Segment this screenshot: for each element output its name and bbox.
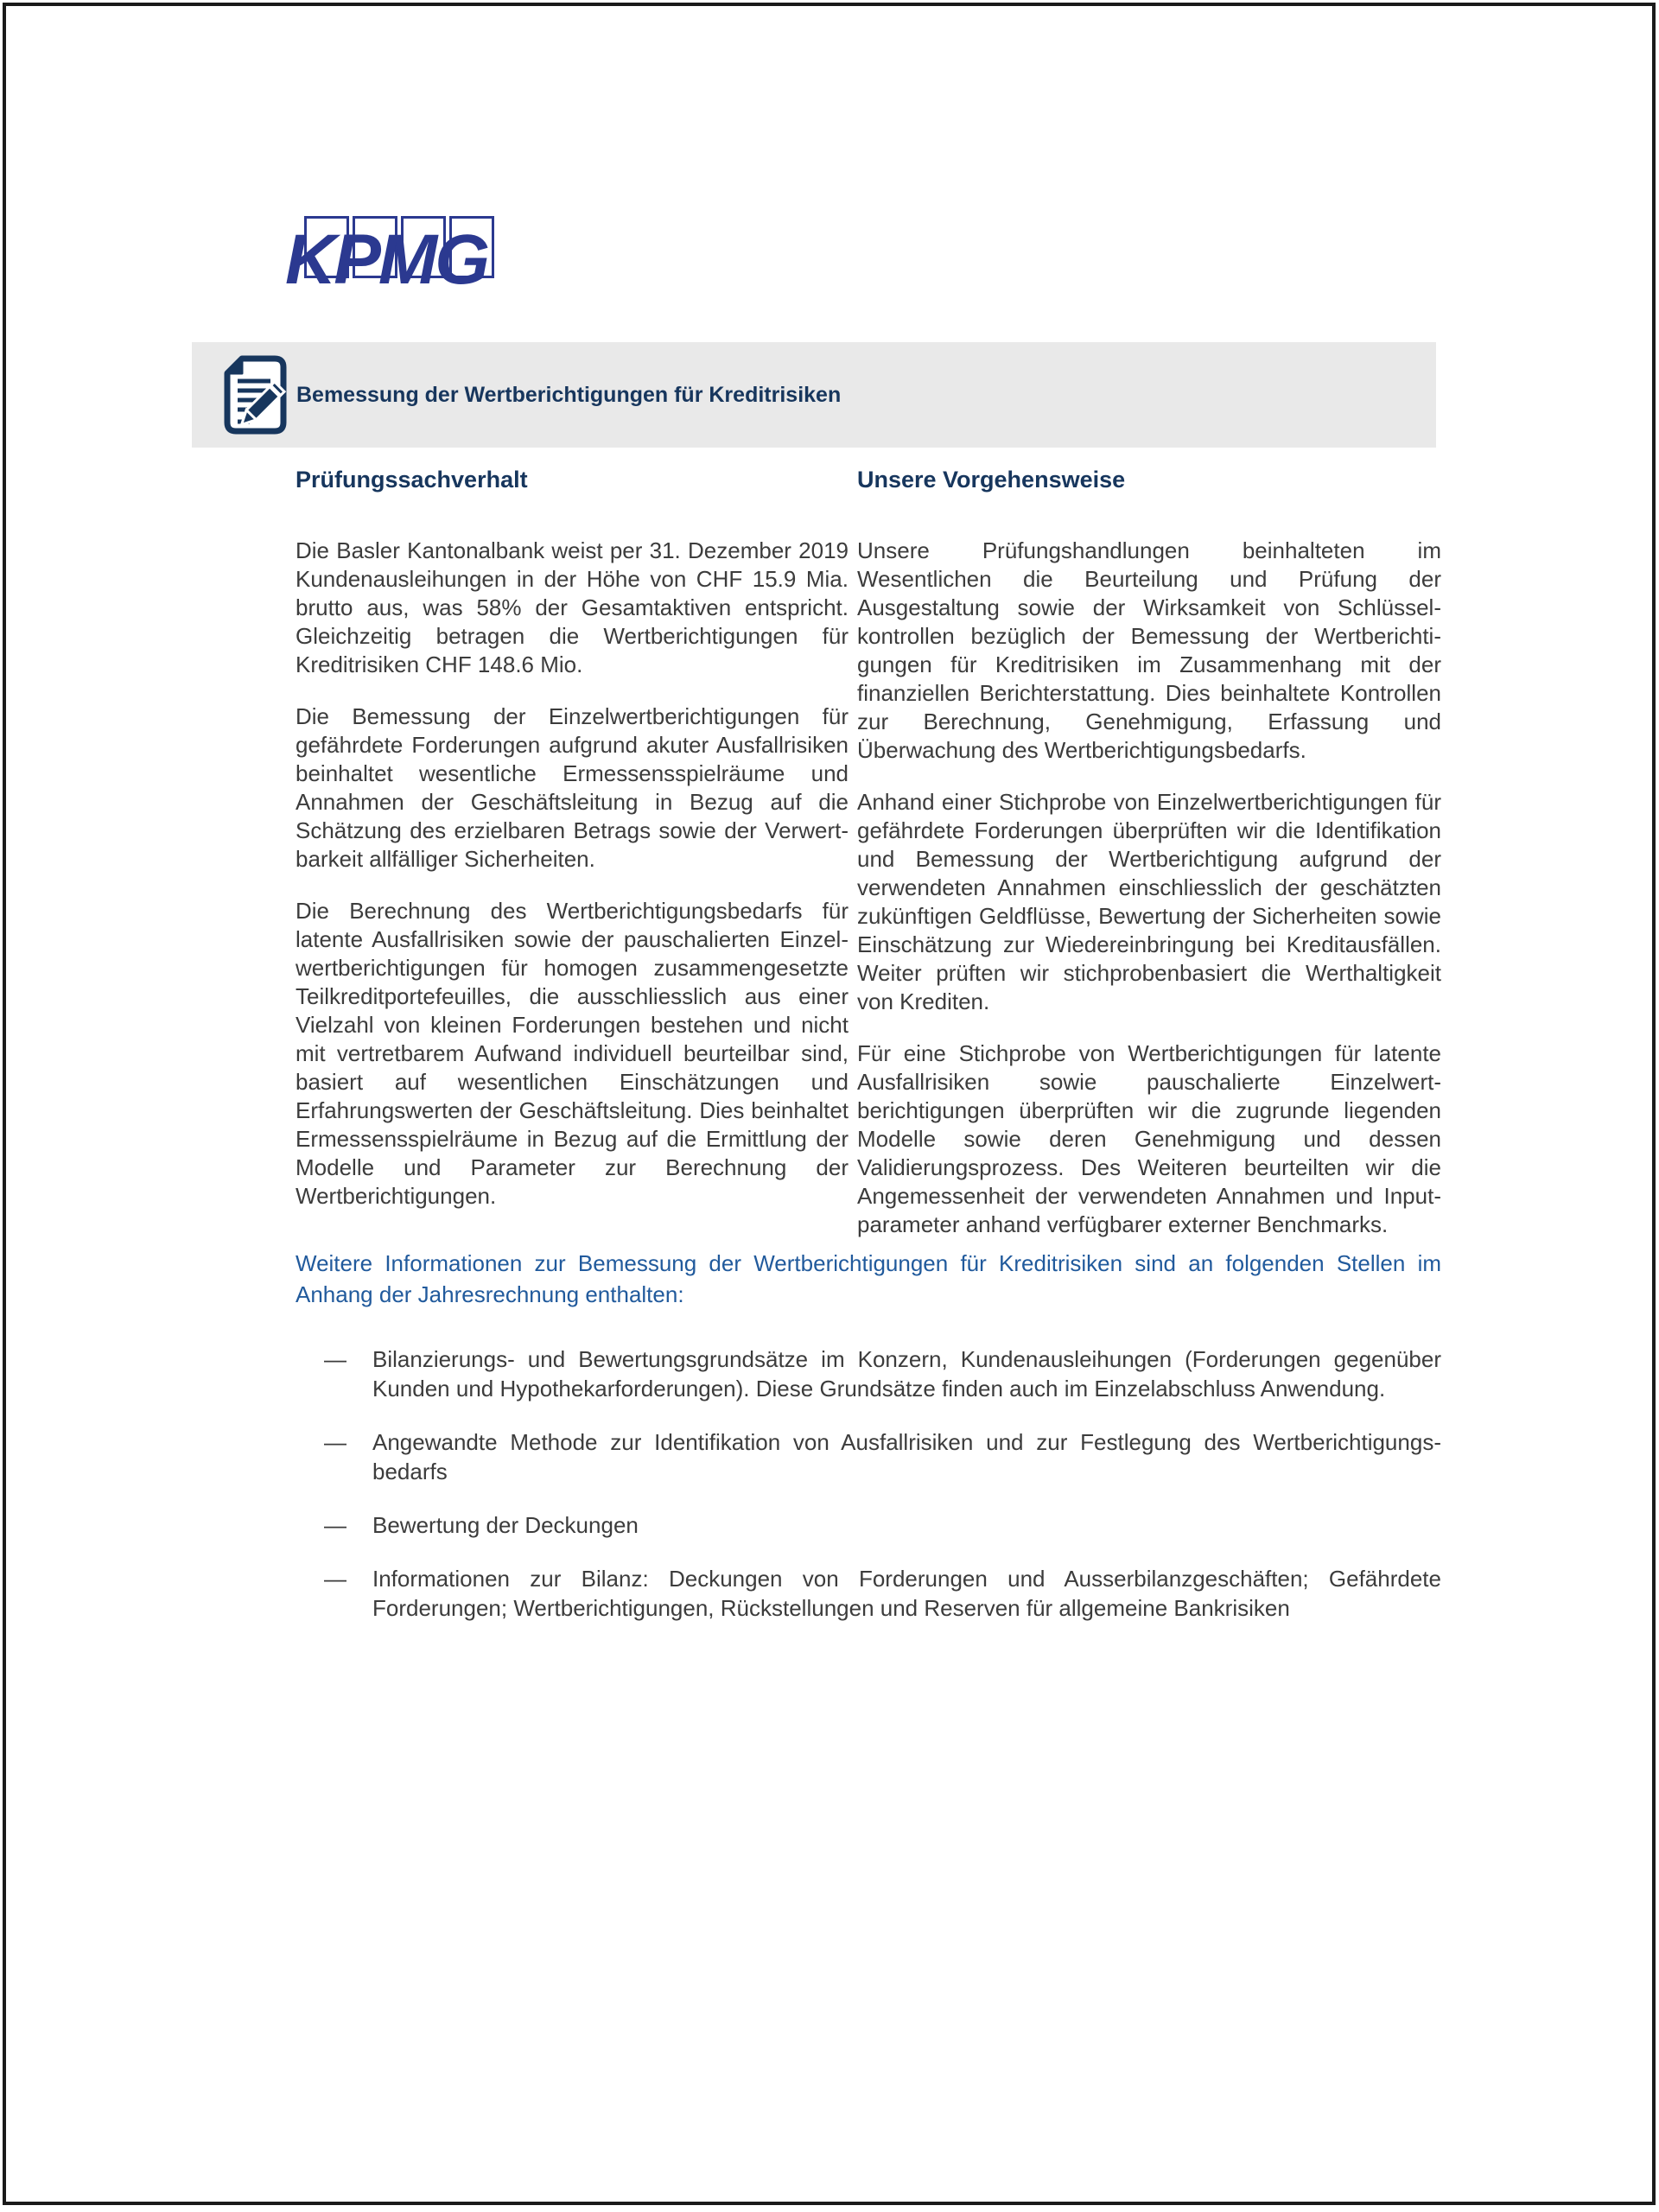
right-column (857, 467, 1441, 1262)
bullet-dash: — (324, 1566, 346, 1592)
list-item (324, 1510, 1441, 1540)
left-column (296, 467, 849, 1262)
kpmg-logo (285, 211, 510, 306)
bullet-dash: — (324, 1512, 346, 1538)
bullet-dash: — (324, 1429, 346, 1455)
paragraph: Für eine Stichprobe von Wertberichtigungen für latente Ausfallrisiken sowie pauschalierte Einzelwertberichtigungen überprüften wir die zugrunde liegenden Modelle sowie deren Genehmigung und dessen Validierungsprozess. Des Weiteren beurteilten wir die Angemessenheit der verwendeten Annahmen und Inputparameter anhand verfügbarer externer Benchmarks. (857, 1040, 1441, 1237)
paragraph: Die Bemessung der Einzelwertberichtigungen für gefährdete Forderungen aufgrund akuter Ausfallrisiken beinhaltet wesentliche Ermessensspielräume und Annahmen der Geschäftsleitung in Bezug auf die Schätzung des erzielbaren Betrags sowie der Verwertbarkeit allfälliger Sicherheiten. (296, 703, 849, 872)
bullet-text: Angewandte Methode zur Identifikation von Ausfallrisiken und zur Festlegung des Wertberichtigungsbedarfs (372, 1429, 1441, 1484)
section-banner (192, 342, 1436, 448)
column-header-pruefungssachverhalt: Prüfungssachverhalt (296, 467, 528, 493)
more-info-intro: Weitere Informationen zur Bemessung der Wertberichtigungen für Kreditrisiken sind an folgenden Stellen im Anhang der Jahresrechnung enthalten: (296, 1250, 1441, 1307)
document-pen-icon (221, 354, 292, 435)
kpmg-logo-text: KPMG (285, 220, 487, 299)
bullet-text: Bewertung der Deckungen (372, 1512, 639, 1538)
paragraph: Unsere Prüfungshandlungen beinhalteten im Wesentlichen die Beurteilung und Prüfung der Ausgestaltung sowie der Wirksamkeit von Schlüsselkontrollen bezüglich der Bemessung der Wertberichtigungen für Kreditrisiken im Zusammenhang mit der finanziellen Berichterstattung. Dies beinhaltete Kontrollen zur Berechnung, Genehmigung, Erfassung und Überwachung des Wertberichtigungsbedarfs. (857, 537, 1441, 763)
paragraph: Die Basler Kantonalbank weist per 31. Dezember 2019 Kundenausleihungen in der Höhe von CHF 15.9 Mia. brutto aus, was 58% der Gesamtaktiven entspricht. Gleichzeitig betragen die Wertberichtigungen für Kreditrisiken CHF 148.6 Mio. (296, 537, 849, 677)
list-item (324, 1344, 1441, 1403)
bullet-text: Informationen zur Bilanz: Deckungen von Forderungen und Ausserbilanzgeschäften; Gefährdete Forderungen; Wertberichtigungen, Rückstellungen und Reserven für allgemeine Bankrisiken (372, 1566, 1441, 1621)
column-header-unsere-vorgehensweise: Unsere Vorgehensweise (857, 467, 1126, 493)
bullet-dash: — (324, 1346, 346, 1372)
paragraph: Die Berechnung des Wertberichtigungsbedarfs für latente Ausfallrisiken sowie der pauschalierten Einzelwertberichtigungen für homogen zusammengesetzte Teilkreditportefeuilles, die ausschliesslich aus einer Vielzahl von kleinen Forderungen bestehen und nicht mit vertretbarem Aufwand individuell beurteilbar sind, basiert auf wesentlichen Einschätzungen und Erfahrungswerten der Geschäftsleitung. Dies beinhaltet Ermessensspielräume in Bezug auf die Ermittlung der Modelle und Parameter zur Berechnung der Wertberichtigungen. (296, 898, 849, 1209)
paragraph: Anhand einer Stichprobe von Einzelwertberichtigungen für gefährdete Forderungen überprüften wir die Identifikation und Bemessung der Wertberichtigung aufgrund der verwendeten Annahmen einschliesslich der geschätzten zukünftigen Geldflüsse, Bewertung der Sicherheiten sowie Einschätzung zur Wiedereinbringung bei Kreditausfällen. Weiter prüften wir stichprobenbasiert die Werthaltigkeit von Krediten. (857, 789, 1441, 1014)
bullet-text: Bilanzierungs- und Bewertungsgrundsätze im Konzern, Kundenausleihungen (Forderungen gegenüber Kunden und Hypothekarforderungen). Diese Grundsätze finden auch im Einzelabschluss Anwendung. (372, 1346, 1441, 1402)
banner-title: Bemessung der Wertberichtigungen für Kreditrisiken (296, 382, 842, 407)
list-item (324, 1564, 1441, 1623)
bullet-list (324, 1344, 1441, 1647)
two-column-body (296, 467, 1441, 1262)
list-item (324, 1427, 1441, 1486)
